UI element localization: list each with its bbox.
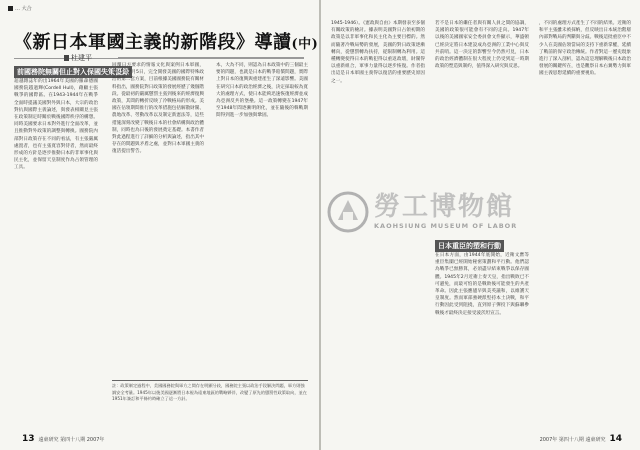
footer-text: 遠東研究 第四十八期 2007年 xyxy=(38,437,105,443)
paragraph: 回覆日方要求的情報文化與案例日本軍國，1945年7月5日，完全開發美國的國際特殊政治的第二套方案，目前根據美國國務院有關材料指出，國務院對日政策的發展經歷了幾個階段。從最初的嚴厲懲罰主張到後來的經濟復興政策，其間的轉折反映了冷戰格局的形成。美國在佔領期間推行的改革措施包括解散財閥、農地改革、勞動改革以及制定新憲法等，這些措施深刻改變了戰後日本的社會結構與政治體制，同時也為日後的發展奠定基礎。本書作者對此過程進行了詳細的分析與論述，指出其中存在的問題與矛盾之處，並對日本軍國主義的復活提出警告。 xyxy=(112,63,204,155)
running-head: … 大合 xyxy=(8,5,32,12)
watermark-english: KAOHSIUNG MUSEUM OF LABOR xyxy=(374,222,518,230)
page-number: 14 xyxy=(609,434,622,444)
paragraph: 在日本方面，由1944年底開始，近衛文麿等重臣集團已經開始秘密策劃和平行動。他們認為戰爭已無勝算，必須盡早結束戰爭以保存國體。1945年2月近衛上奏天皇，指出戰敗已不可避免，而最可怕的是戰敗後可能發生的共產革命。因此主張應儘早與美英議和，以維護天皇制度。然而軍部強硬派堅持本土決戰，和平行動因此受到阻撓，直到原子彈投下與蘇聯參戰後才最終決定接受波茨坦宣言。 xyxy=(435,253,529,316)
page-footer-right xyxy=(540,434,626,444)
title-text: 《新日本軍國主義的新階段》導讀 xyxy=(14,32,292,53)
left-page xyxy=(0,0,319,450)
author-byline xyxy=(64,53,92,63)
right-column-2b xyxy=(435,252,529,422)
footnote: 註：政策制定過程中，美國國務院與軍方之間存在明顯分歧，國務院主張以政治手段解決問題，軍方則強調安全考量。1945年以後美國逐漸將日本視為遠東地區的戰略夥伴，改變了原先的懲罰性政策取向，並在1951年簽訂和平條約時確立了這一方針。 xyxy=(112,380,308,427)
page-footer-left xyxy=(18,434,104,444)
right-column-3 xyxy=(539,20,631,422)
title-block xyxy=(14,28,319,59)
article-title xyxy=(14,28,319,54)
page-number: 13 xyxy=(22,434,35,444)
square-marker-icon xyxy=(8,6,13,11)
section-subhead-left: 前國務院無關但止對入保國失策優錄 xyxy=(14,66,132,78)
paragraph: ，不同的處理方式產生了不同的結果。近衛的和平主張雖未被採納，但反映出日本統治階層內部對戰局的判斷與分歧。戰後這批重臣中不少人在美國佔領當局的支持下重新掌權，延續了戰前的保守政治傳統。作者對這一歷史現象進行了深入剖析，認為這是理解戰後日本政治發展的關鍵所在，也是觀察日本右翼勢力與軍國主義思想延續的重要視角。 xyxy=(539,21,631,77)
museum-logo-icon xyxy=(326,190,370,234)
title-rule xyxy=(118,57,304,58)
title-part: (中) xyxy=(291,37,319,52)
left-column-2 xyxy=(112,62,204,418)
left-column-1 xyxy=(14,78,98,418)
footer-text: 2007年 第四十八期 遠東研究 xyxy=(539,437,606,443)
watermark-chinese: 勞工博物館 xyxy=(374,192,515,222)
museum-watermark xyxy=(322,186,518,252)
paragraph: 本，大為不同，則認為日本政策中的三個最主要的問題，也就是日本的戰爭賠償問題，實際上對日本的復興與重建產生了深遠影響。美國在研究日本的政治經濟之後，決定採取較為寬大的處理方式，使日本能夠迅速恢復經濟並成為亞洲反共的堡壘。這一政策轉變在1947年至1948年間逐漸明朗化，並在隨後的韓戰期間得到進一步加強與鞏固。 xyxy=(216,63,308,119)
paragraph: 1945-1946）。《憲政與自由》本期發表至多個有關政策的檢討。據表明美國對日占領初期的政策是以非軍事化和民主化為主要目標的。然而隨著冷戰局勢的發展，美國的對日政策逐漸轉向，從懲罰轉為扶持，從限制轉為利用。這種轉變使得日本的戰犯得以重返政壇，財閥得以重新組合，軍事力量得以逐步恢復。作者指出這是日本軍國主義得以復活的重要歷史原因之一。 xyxy=(331,21,425,84)
author-name: 杜建平 xyxy=(71,54,92,62)
left-column-3 xyxy=(216,62,308,354)
section-subhead-right: 日本重臣的塑和行動 xyxy=(435,240,504,252)
author-marker-icon xyxy=(64,55,69,61)
paragraph: 超越雜誌年的出1964年美國的羅森德國國務院越過輝(Cordell Hull)，藉顧主張戰爭的國際區。在1943-1944年在戰爭全面時提議美國對外與日本，大宗的政治對抗與國際主義論述，與發表相關見主張在政策制定時關於戰後國際秩序的構想。同時美國要求日本對外進行全面改革，並且推動對外政策的調整與轉換。國務院內部對日政策存在不同的看法，有主張嚴厲處置者，也有主張寬容對待者，然而最終形成的方針是逐步推動日本的非軍事化與民主化，並保留天皇制度作為占領管理的工具。 xyxy=(14,79,98,171)
paragraph: 若不是日本的繼任者與有關人員之間的協調，美國的政策很可能會有不同的走向。1947年以後的美國國家安全委員會文件顯示，華盛頓已經決定將日本建設成為亞洲的工業中心與反共前哨。這一決定的影響至今仍然可見，日本的政治經濟體制在很大程度上仍受到這一時期政策的塑造與制約，值得深入研究與反思。 xyxy=(435,21,529,70)
